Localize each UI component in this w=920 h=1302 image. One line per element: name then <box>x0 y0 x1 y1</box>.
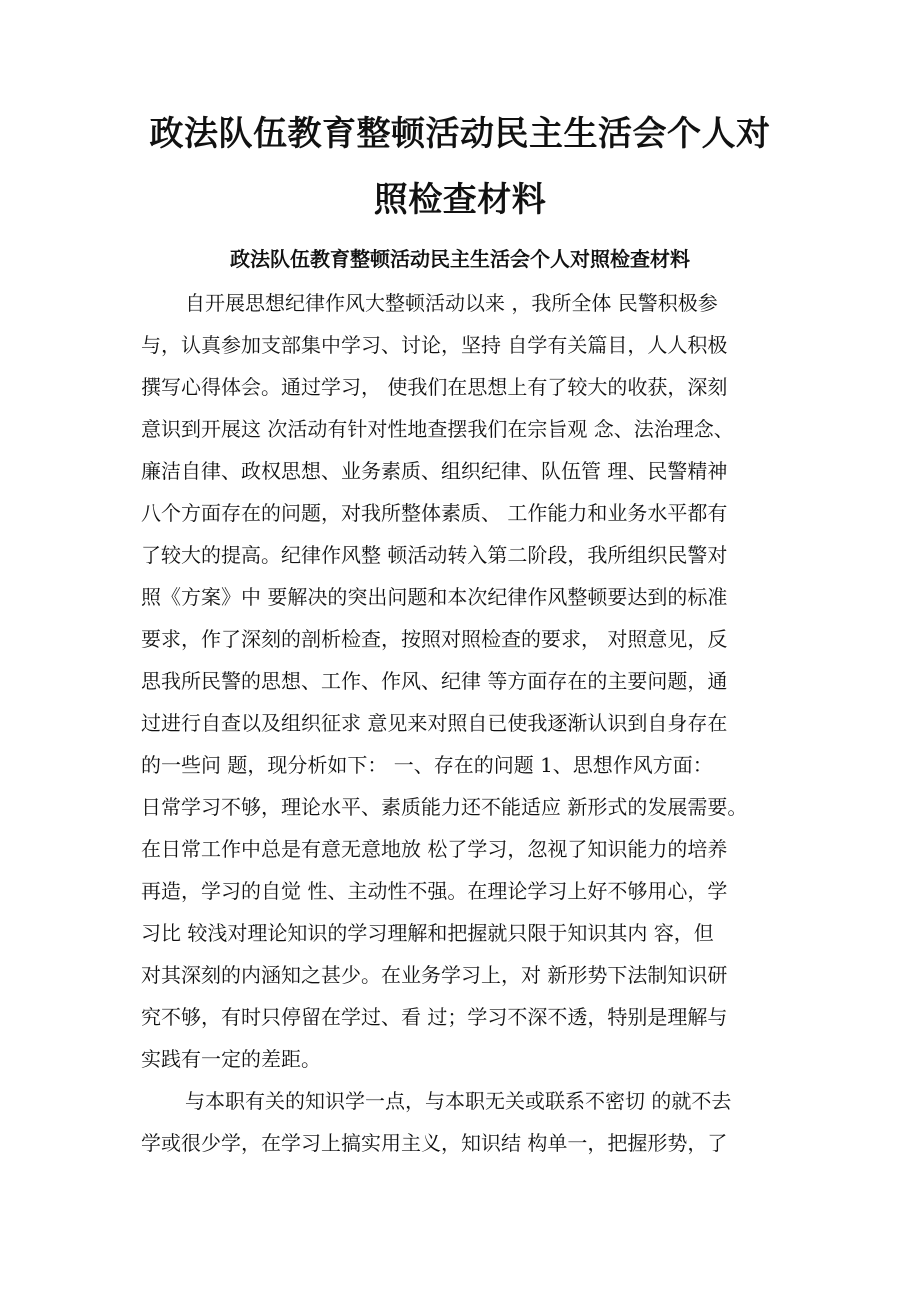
text-line: 在日常工作中总是有意无意地放 松了学习，忽视了知识能力的培养 <box>141 837 728 861</box>
text-line: 撰写心得体会。通过学习， 使我们在思想上有了较大的收获，深刻 <box>141 375 728 399</box>
text-line: 与，认真参加支部集中学习、讨论，坚持 自学有关篇目，人人积极 <box>141 333 728 357</box>
text-line: 了较大的提高。纪律作风整 顿活动转入第二阶段，我所组织民警对 <box>141 543 728 567</box>
text-line: 照《方案》中 要解决的突出问题和本次纪律作风整顿要达到的标准 <box>141 585 728 609</box>
text-line: 习比 较浅对理论知识的学习理解和把握就只限于知识其内 容，但 <box>141 921 714 945</box>
text-line: 思我所民警的思想、工作、作风、纪律 等方面存在的主要问题，通 <box>141 669 728 693</box>
document-title-line-2: 照检查材料 <box>373 180 547 220</box>
text-line: 八个方面存在的问题，对我所整体素质、 工作能力和业务水平都有 <box>141 501 728 525</box>
text-line: 实践有一定的差距。 <box>141 1047 321 1071</box>
text-line: 究不够，有时只停留在学过、看 过；学习不深不透，特别是理解与 <box>141 1005 728 1029</box>
text-line: 自开展思想纪律作风大整顿活动以来 ，我所全体 民警积极参 <box>185 291 718 315</box>
text-line: 对其深刻的内涵知之甚少。在业务学习上，对 新形势下法制知识研 <box>141 963 728 987</box>
document-subtitle: 政法队伍教育整顿活动民主生活会个人对照检查材料 <box>230 247 690 271</box>
text-line: 学或很少学，在学习上搞实用主义，知识结 构单一，把握形势，了 <box>141 1131 728 1155</box>
text-line: 再造，学习的自觉 性、主动性不强。在理论学习上好不够用心，学 <box>141 879 728 903</box>
text-line: 与本职有关的知识学一点，与本职无关或联系不密切 的就不去 <box>185 1089 732 1113</box>
text-line: 过进行自查以及组织征求 意见来对照自已使我逐渐认识到自身存在 <box>141 711 728 735</box>
text-line: 日常学习不够，理论水平、素质能力还不能适应 新形式的发展需要。 <box>141 795 748 819</box>
text-line: 廉洁自律、政权思想、业务素质、组织纪律、队伍管 理、民警精神 <box>141 459 728 483</box>
text-line: 意识到开展这 次活动有针对性地查摆我们在宗旨观 念、法治理念、 <box>141 417 734 441</box>
text-line: 要求，作了深刻的剖析检查，按照对照检查的要求， 对照意见，反 <box>141 627 728 651</box>
text-line: 的一些问 题，现分析如下： 一、存在的问题 1、思想作风方面： <box>141 753 713 777</box>
body-paragraph-2 <box>141 1080 801 1164</box>
document-title-line-1: 政法队伍教育整顿活动民主生活会个人对 <box>149 114 771 154</box>
body-paragraph-1 <box>141 282 801 1080</box>
